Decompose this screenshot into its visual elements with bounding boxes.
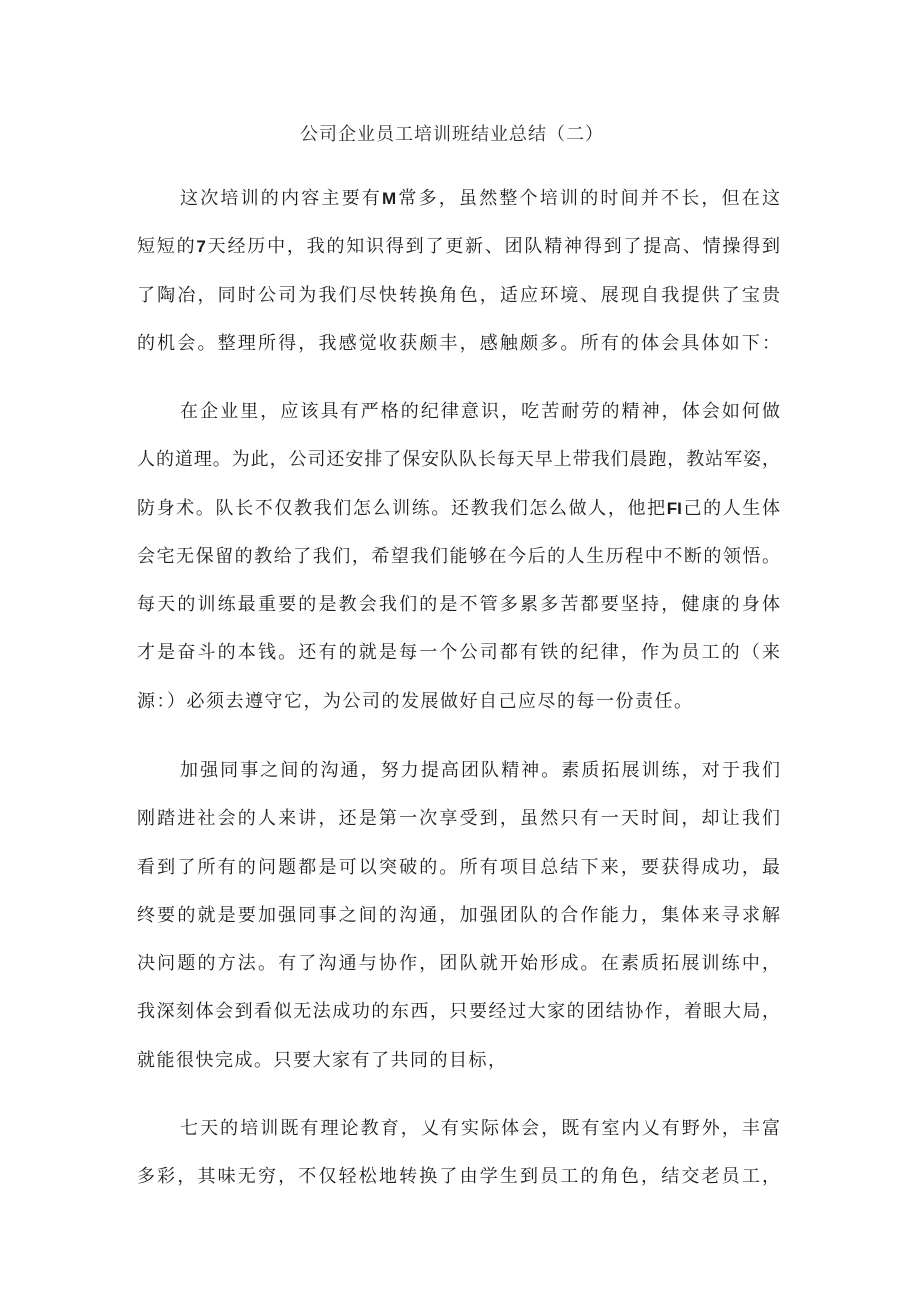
text-segment: 每天的训练最重要的是教会我们的是不管多累多苦都要坚持，健康的身体 bbox=[137, 594, 780, 616]
text-segment: 了陶冶，同时公司为我们尽快转换角色，适应环境、展现自我提供了宝贵 bbox=[137, 284, 780, 306]
text-segment: 决问题的方法。有了沟通与协作，团队就开始形成。在素质拓展训练中， bbox=[137, 953, 780, 975]
text-segment: 这次培训的内容主要有 bbox=[180, 188, 383, 209]
text-segment: 常多，虽然整个培训的时间并不长，但在这 bbox=[396, 188, 781, 209]
text-line bbox=[137, 1153, 780, 1201]
text-segment: 就能很快完成。只要大家有了共同的目标， bbox=[137, 1049, 508, 1071]
text-line bbox=[137, 795, 780, 843]
text-segment: 防身术。队长不仅教我们怎么训练。还教我们怎么做人，他把 bbox=[137, 497, 667, 519]
text-segment: 终要的就是要加强同事之间的沟通，加强团队的合作能力，集体来寻求解 bbox=[137, 904, 780, 926]
text-segment: 多彩，其味无穷，不仅轻松地转换了由学生到员工的角色，结交老员工， bbox=[137, 1166, 780, 1188]
text-segment: 加强同事之间的沟通，努力提高团队精神。素质拓展训练，对于我们 bbox=[180, 760, 780, 781]
text-line bbox=[137, 629, 780, 677]
text-line bbox=[137, 272, 780, 320]
text-line bbox=[137, 223, 780, 271]
text-segment: 我深刻体会到看似无法成功的东西，只要经过大家的团结协作，着眼大局， bbox=[137, 1001, 780, 1023]
paragraph bbox=[137, 175, 780, 368]
text-line bbox=[137, 988, 780, 1036]
text-line bbox=[137, 581, 780, 629]
text-segment: 的机会。整理所得，我感觉收获颇丰，感触颇多。所有的体会具体如下： bbox=[137, 332, 780, 354]
text-segment: 天经历中，我的知识得到了更新、团队精神得到了提高、情操得到 bbox=[205, 236, 781, 258]
text-segment: 看到了所有的问题都是可以突破的。所有项目总结下来，要获得成功，最 bbox=[137, 856, 780, 878]
text-segment: 7 bbox=[196, 237, 206, 257]
text-segment: 七天的培训既有理论教育，乂有实际体会，既有室内乂有野外，丰富 bbox=[180, 1118, 780, 1139]
text-line bbox=[180, 747, 780, 795]
text-line bbox=[137, 892, 780, 940]
text-line bbox=[137, 485, 780, 533]
paragraph bbox=[137, 388, 780, 726]
text-line bbox=[137, 678, 780, 726]
text-line bbox=[180, 175, 780, 223]
text-segment: 会宅无保留的教给了我们，希望我们能够在今后的人生历程中不断的领悟。 bbox=[137, 545, 780, 567]
text-segment: FI bbox=[666, 498, 682, 518]
text-line bbox=[180, 1105, 780, 1153]
paragraph bbox=[137, 1105, 780, 1202]
text-segment: 源：）必须去遵守它，为公司的发展做好自己应尽的每一份责任。 bbox=[137, 690, 694, 712]
text-segment: 己的人生体 bbox=[681, 497, 780, 519]
text-line bbox=[137, 320, 780, 368]
paragraph bbox=[137, 747, 780, 1085]
text-segment: 短短的 bbox=[137, 236, 197, 258]
text-line bbox=[137, 1037, 780, 1085]
document-title: 公司企业员工培训班结业总结（二） bbox=[300, 124, 604, 145]
text-line bbox=[137, 844, 780, 892]
text-line bbox=[137, 533, 780, 581]
text-segment: 人的道理。为此，公司还安排了保安队队长每天早上带我们晨跑，教站军姿， bbox=[137, 449, 780, 471]
text-line bbox=[137, 940, 780, 988]
text-line bbox=[180, 388, 780, 436]
text-line bbox=[137, 436, 780, 484]
text-segment: M bbox=[382, 189, 397, 208]
text-segment: 才是奋斗的本钱。还有的就是每一个公司都有铁的纪律，作为员工的（来 bbox=[137, 642, 780, 664]
text-segment: 在企业里，应该具有严格的纪律意识，吃苦耐劳的精神，体会如何做 bbox=[180, 401, 780, 422]
text-segment: 刚踏进社会的人来讲，还是第一次享受到，虽然只有一天时间，却让我们 bbox=[137, 808, 780, 830]
